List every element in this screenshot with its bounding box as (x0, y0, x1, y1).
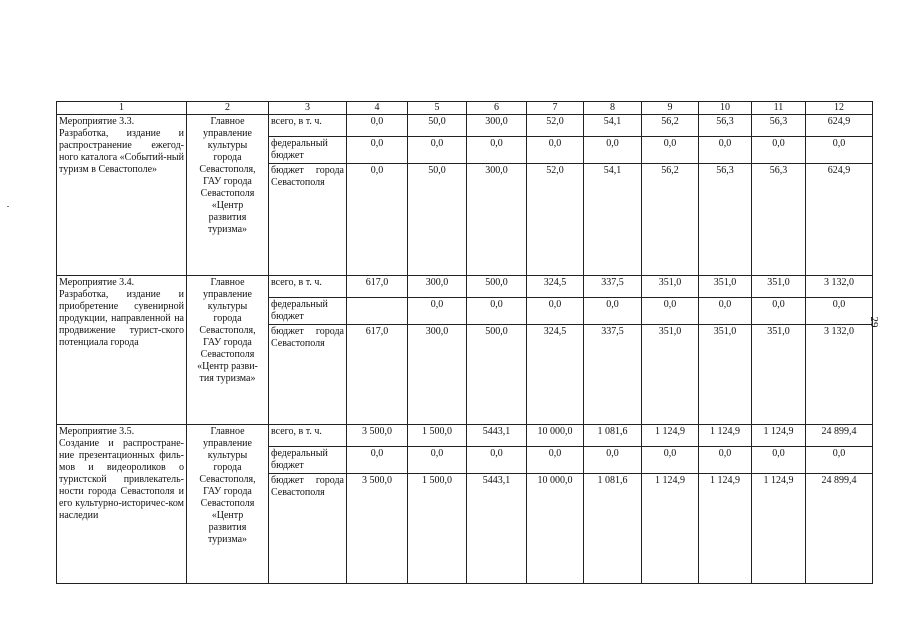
value-cell: 351,0 (752, 276, 806, 298)
event-description: Мероприятие 3.4. Разработка, издание и приобретение сувенирной продукции, направленной на продвижение турист-ского потенциала города (57, 276, 187, 425)
value-cell: 52,0 (527, 115, 584, 137)
value-cell: 324,5 (527, 325, 584, 425)
value-cell: 54,1 (584, 164, 642, 276)
column-header: 11 (752, 102, 806, 115)
funding-source: всего, в т. ч. (269, 276, 347, 298)
value-cell: 337,5 (584, 276, 642, 298)
funding-source: бюджет города Севастополя (269, 474, 347, 584)
value-cell: 0,0 (408, 447, 467, 474)
value-cell: 1 081,6 (584, 425, 642, 447)
funding-source: всего, в т. ч. (269, 115, 347, 137)
column-header: 3 (269, 102, 347, 115)
value-cell: 0,0 (806, 447, 873, 474)
value-cell: 56,3 (752, 164, 806, 276)
value-cell: 617,0 (347, 325, 408, 425)
funding-source: всего, в т. ч. (269, 425, 347, 447)
value-cell: 0,0 (752, 447, 806, 474)
value-cell: 5443,1 (467, 474, 527, 584)
value-cell: 0,0 (467, 298, 527, 325)
value-cell: 624,9 (806, 164, 873, 276)
value-cell: 50,0 (408, 164, 467, 276)
value-cell: 56,2 (642, 164, 699, 276)
value-cell: 52,0 (527, 164, 584, 276)
value-cell: 1 500,0 (408, 425, 467, 447)
value-cell: 0,0 (408, 137, 467, 164)
value-cell: 351,0 (752, 325, 806, 425)
value-cell: 56,3 (699, 164, 752, 276)
value-cell: 0,0 (527, 298, 584, 325)
value-cell: 0,0 (752, 298, 806, 325)
value-cell: 300,0 (467, 164, 527, 276)
value-cell: 337,5 (584, 325, 642, 425)
value-cell: 0,0 (699, 298, 752, 325)
value-cell: 351,0 (642, 325, 699, 425)
value-cell: 3 132,0 (806, 325, 873, 425)
funding-source: бюджет города Севастополя (269, 164, 347, 276)
table-row (57, 276, 873, 298)
column-header: 5 (408, 102, 467, 115)
value-cell: 500,0 (467, 325, 527, 425)
value-cell: 10 000,0 (527, 425, 584, 447)
value-cell: 0,0 (467, 447, 527, 474)
funding-source: федеральный бюджет (269, 137, 347, 164)
value-cell: 24 899,4 (806, 474, 873, 584)
value-cell: 300,0 (408, 325, 467, 425)
column-header: 6 (467, 102, 527, 115)
value-cell: 351,0 (699, 276, 752, 298)
column-header: 4 (347, 102, 408, 115)
value-cell: 0,0 (752, 137, 806, 164)
value-cell: 0,0 (806, 298, 873, 325)
value-cell: 0,0 (347, 447, 408, 474)
value-cell: 0,0 (699, 447, 752, 474)
value-cell: 0,0 (699, 137, 752, 164)
value-cell: 3 500,0 (347, 425, 408, 447)
value-cell: 0,0 (584, 298, 642, 325)
table-row (57, 425, 873, 447)
executor-cell: Главное управление культуры города Севастополя, ГАУ города Севастополя «Центр развития туризма» (187, 425, 269, 584)
budget-table (56, 101, 873, 584)
column-header: 10 (699, 102, 752, 115)
value-cell: 10 000,0 (527, 474, 584, 584)
event-description: Мероприятие 3.3. Разработка, издание и распространение ежегод-ного каталога «Событий-ный туризм в Севастополе» (57, 115, 187, 276)
value-cell: 0,0 (642, 447, 699, 474)
value-cell: 1 124,9 (642, 425, 699, 447)
funding-source: бюджет города Севастополя (269, 325, 347, 425)
value-cell: 5443,1 (467, 425, 527, 447)
value-cell: 500,0 (467, 276, 527, 298)
value-cell: 351,0 (642, 276, 699, 298)
value-cell: 56,3 (699, 115, 752, 137)
value-cell: 1 124,9 (642, 474, 699, 584)
value-cell: 624,9 (806, 115, 873, 137)
table-row (57, 115, 873, 137)
event-description: Мероприятие 3.5. Создание и распростране-ние презентационных филь-мов и видеороликов о туристской привлекатель-ности города Севастополя и его культурно-историчес-ком наследии (57, 425, 187, 584)
column-header: 9 (642, 102, 699, 115)
value-cell: 3 132,0 (806, 276, 873, 298)
value-cell: 0,0 (347, 137, 408, 164)
value-cell: 24 899,4 (806, 425, 873, 447)
value-cell: 0,0 (806, 137, 873, 164)
value-cell: 1 124,9 (752, 474, 806, 584)
executor-cell: Главное управление культуры города Севастополя, ГАУ города Севастополя «Центр развития туризма» (187, 115, 269, 276)
scan-speck (7, 206, 9, 207)
value-cell: 300,0 (467, 115, 527, 137)
value-cell: 617,0 (347, 276, 408, 298)
page-number: 29 (868, 316, 880, 328)
value-cell: 56,3 (752, 115, 806, 137)
value-cell: 3 500,0 (347, 474, 408, 584)
column-header: 8 (584, 102, 642, 115)
value-cell: 0,0 (347, 164, 408, 276)
value-cell: 1 500,0 (408, 474, 467, 584)
column-header: 2 (187, 102, 269, 115)
column-header: 12 (806, 102, 873, 115)
value-cell: 0,0 (642, 298, 699, 325)
value-cell: 0,0 (467, 137, 527, 164)
value-cell: 1 124,9 (752, 425, 806, 447)
value-cell (347, 298, 408, 325)
funding-source: федеральный бюджет (269, 447, 347, 474)
value-cell: 0,0 (642, 137, 699, 164)
value-cell: 0,0 (527, 447, 584, 474)
value-cell: 1 124,9 (699, 474, 752, 584)
value-cell: 351,0 (699, 325, 752, 425)
value-cell: 1 124,9 (699, 425, 752, 447)
value-cell: 50,0 (408, 115, 467, 137)
header-row (57, 102, 873, 115)
value-cell: 0,0 (347, 115, 408, 137)
column-header: 1 (57, 102, 187, 115)
funding-source: федеральный бюджет (269, 298, 347, 325)
value-cell: 0,0 (527, 137, 584, 164)
executor-cell: Главное управление культуры города Севастополя, ГАУ города Севастополя «Центр разви- тия туризма» (187, 276, 269, 425)
column-header: 7 (527, 102, 584, 115)
value-cell: 0,0 (584, 447, 642, 474)
value-cell: 300,0 (408, 276, 467, 298)
value-cell: 324,5 (527, 276, 584, 298)
value-cell: 0,0 (584, 137, 642, 164)
value-cell: 0,0 (408, 298, 467, 325)
value-cell: 54,1 (584, 115, 642, 137)
value-cell: 56,2 (642, 115, 699, 137)
value-cell: 1 081,6 (584, 474, 642, 584)
